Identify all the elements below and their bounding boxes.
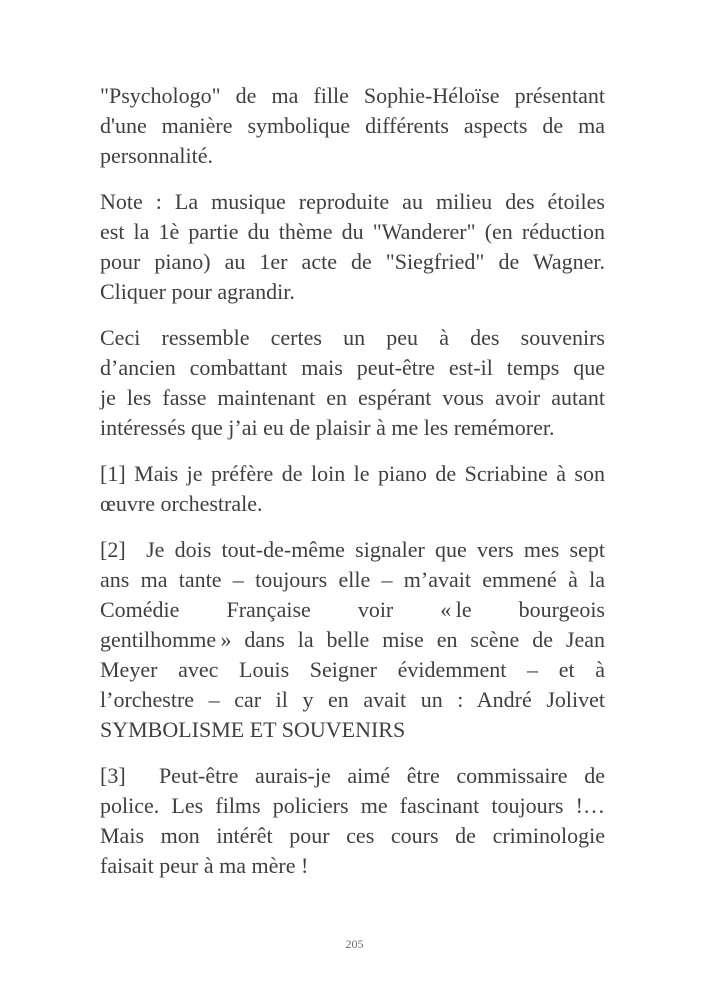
text-line: personnalité. bbox=[100, 143, 214, 168]
text-line: Comédie Française voir « le bourgeois bbox=[100, 597, 605, 622]
page-number: 205 bbox=[345, 937, 364, 951]
paragraph bbox=[100, 459, 605, 519]
text-line: [3] Peut-être aurais-je aimé être commissaire de bbox=[100, 763, 605, 788]
text-line: gentilhomme » dans la belle mise en scène de Jean bbox=[100, 627, 605, 652]
text-line: Mais mon intérêt pour ces cours de criminologie bbox=[100, 823, 605, 848]
text-line: ans ma tante – toujours elle – m’avait emmené à la bbox=[100, 567, 605, 592]
text-line: l’orchestre – car il y en avait un : André Jolivet bbox=[100, 687, 605, 712]
text-line: je les fasse maintenant en espérant vous avoir autant bbox=[100, 385, 605, 410]
text-line: d’ancien combattant mais peut-être est-il temps que bbox=[100, 355, 605, 380]
text-line: faisait peur à ma mère ! bbox=[100, 853, 309, 878]
text-line: Note : La musique reproduite au milieu des étoiles bbox=[100, 189, 605, 214]
text-line: [1] Mais je préfère de loin le piano de Scriabine à son bbox=[100, 461, 605, 486]
paragraph bbox=[100, 187, 605, 307]
paragraph bbox=[100, 761, 605, 881]
paragraph bbox=[100, 535, 605, 745]
text-line: intéressés que j’ai eu de plaisir à me les remémorer. bbox=[100, 415, 555, 440]
text-line: pour piano) au 1er acte de "Siegfried" de Wagner. bbox=[100, 249, 605, 274]
paragraph bbox=[100, 81, 605, 171]
text-line: "Psychologo" de ma fille Sophie-Héloïse présentant bbox=[100, 83, 605, 108]
text-line: SYMBOLISME ET SOUVENIRS bbox=[100, 717, 406, 742]
text-line: Cliquer pour agrandir. bbox=[100, 279, 295, 304]
text-line: d'une manière symbolique différents aspects de ma bbox=[100, 113, 605, 138]
text-line: œuvre orchestrale. bbox=[100, 491, 263, 516]
paragraph bbox=[100, 323, 605, 443]
text-line: Ceci ressemble certes un peu à des souvenirs bbox=[100, 325, 605, 350]
page-body-text bbox=[100, 81, 605, 881]
text-line: [2] Je dois tout-de-même signaler que vers mes sept bbox=[100, 537, 605, 562]
text-line: est la 1è partie du thème du "Wanderer" (en réduction bbox=[100, 219, 605, 244]
text-line: Meyer avec Louis Seigner évidemment – et à bbox=[100, 657, 605, 682]
text-line: police. Les films policiers me fascinant toujours !… bbox=[100, 793, 605, 818]
